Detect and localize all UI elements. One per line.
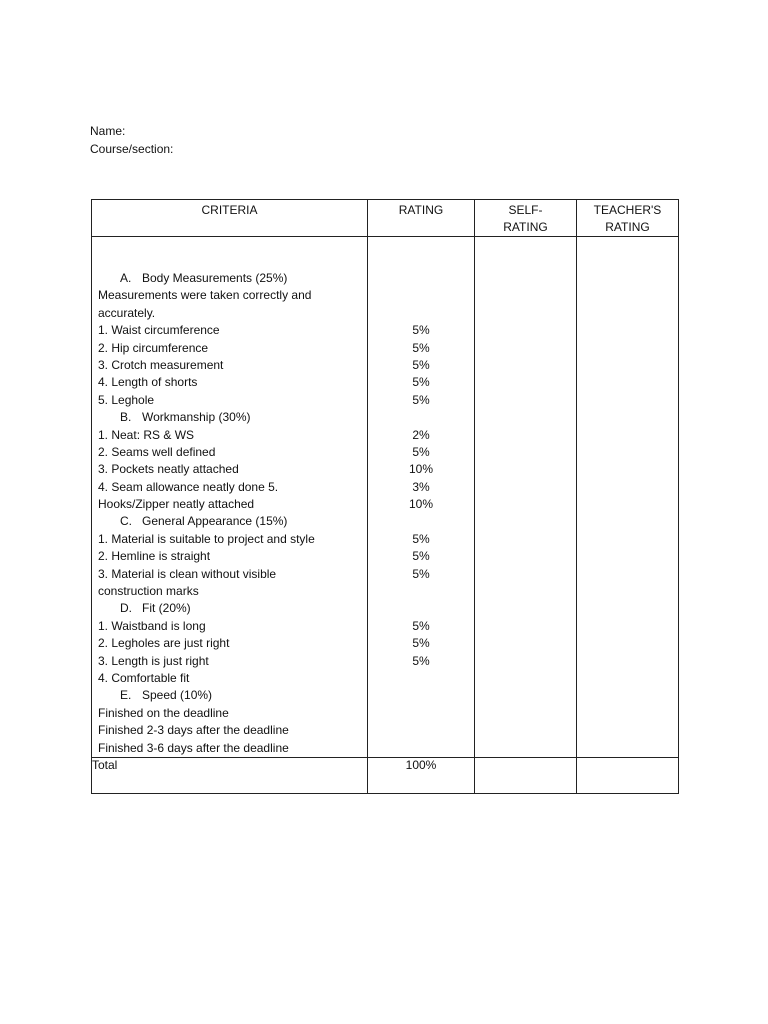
criteria-item: 3. Length is just right	[98, 653, 209, 668]
criteria-cell	[92, 237, 368, 758]
rating-value	[368, 687, 474, 704]
criteria-section-heading	[98, 687, 367, 704]
rating-value: 5%	[412, 375, 430, 390]
section-title: Body Measurements (25%)	[142, 271, 288, 285]
criteria-section-heading	[98, 270, 367, 287]
rating-value	[368, 287, 474, 304]
criteria-item: 3. Crotch measurement	[98, 357, 224, 372]
criteria-item: 2. Hip circumference	[98, 340, 209, 355]
section-title: Speed (10%)	[142, 688, 213, 703]
rating-column-header	[368, 200, 475, 237]
total-self-rating-cell[interactable]	[475, 758, 577, 794]
criteria-header-label: CRITERIA	[201, 203, 258, 217]
total-label-cell	[92, 758, 368, 794]
rubric-table	[91, 199, 679, 794]
total-teacher-rating-cell[interactable]	[577, 758, 679, 794]
criteria-item: construction marks	[98, 584, 199, 599]
self-rating-header-line2: RATING	[503, 220, 548, 234]
course-section-label: Course/section:	[90, 142, 174, 156]
criteria-item: accurately.	[98, 305, 156, 320]
rating-value	[368, 670, 474, 687]
total-label: Total	[92, 758, 118, 772]
rating-value	[368, 600, 474, 617]
criteria-list	[92, 237, 367, 757]
teacher-rating-header-line2: RATING	[605, 220, 650, 234]
criteria-item: 4. Seam allowance neatly done 5.	[98, 479, 279, 494]
section-letter: E.	[120, 688, 132, 703]
criteria-column-header	[92, 200, 368, 237]
rating-value: 5%	[412, 636, 430, 651]
self-rating-cell[interactable]	[475, 237, 577, 758]
criteria-item: 1. Neat: RS & WS	[98, 427, 195, 442]
rating-list	[368, 237, 474, 757]
rating-value: 5%	[412, 444, 430, 459]
teacher-rating-header-line1: TEACHER'S	[593, 203, 662, 217]
section-letter: B.	[120, 410, 132, 425]
rating-value	[368, 513, 474, 530]
total-rating-cell	[368, 758, 475, 794]
section-title: Fit (20%)	[142, 601, 191, 616]
criteria-item: Hooks/Zipper neatly attached	[98, 497, 255, 512]
rating-value: 5%	[412, 549, 430, 564]
rating-value	[368, 305, 474, 322]
criteria-item: 3. Material is clean without visible	[98, 566, 277, 581]
section-title: Workmanship (30%)	[142, 410, 251, 425]
rubric-header-row	[92, 200, 679, 237]
rating-value	[368, 270, 474, 287]
criteria-item: 4. Comfortable fit	[98, 670, 190, 685]
rating-value: 5%	[412, 653, 430, 668]
self-rating-column-header	[475, 200, 577, 237]
name-label: Name:	[90, 124, 126, 138]
rating-value	[368, 722, 474, 739]
total-rating-value: 100%	[405, 758, 437, 772]
criteria-section-heading	[98, 513, 367, 530]
criteria-item: Finished 3-6 days after the deadline	[98, 740, 289, 755]
rating-value	[368, 740, 474, 757]
criteria-item: 1. Waist circumference	[98, 323, 220, 338]
section-letter: A.	[120, 271, 132, 285]
criteria-item: 4. Length of shorts	[98, 375, 198, 390]
rating-value: 2%	[412, 427, 430, 442]
section-letter: D.	[120, 601, 132, 616]
rating-value: 5%	[412, 392, 430, 407]
rating-value: 5%	[412, 340, 430, 355]
rating-value	[368, 583, 474, 600]
rating-value	[368, 705, 474, 722]
criteria-item: 5. Leghole	[98, 392, 155, 407]
criteria-item: 2. Legholes are just right	[98, 636, 230, 651]
rubric-body-row	[92, 237, 679, 758]
rating-value	[368, 409, 474, 426]
criteria-item: 2. Hemline is straight	[98, 549, 211, 564]
criteria-item: 1. Waistband is long	[98, 618, 206, 633]
criteria-item: 1. Material is suitable to project and style	[98, 531, 315, 546]
teacher-rating-column-header	[577, 200, 679, 237]
section-title: General Appearance (15%)	[142, 514, 288, 529]
criteria-section-heading	[98, 600, 367, 617]
rating-value: 10%	[408, 497, 434, 512]
rating-value: 5%	[412, 531, 430, 546]
total-row	[92, 758, 679, 794]
rating-value: 5%	[412, 566, 430, 581]
criteria-section-heading	[98, 409, 367, 426]
rating-header-label: RATING	[398, 203, 444, 217]
criteria-item: 2. Seams well defined	[98, 444, 216, 459]
criteria-item: Measurements were taken correctly and	[98, 288, 312, 303]
criteria-item: Finished on the deadline	[98, 705, 229, 720]
rating-value: 10%	[408, 462, 434, 477]
student-info-header	[90, 122, 173, 158]
rating-value: 3%	[412, 479, 430, 494]
rating-value: 5%	[412, 618, 430, 633]
teacher-rating-cell[interactable]	[577, 237, 679, 758]
criteria-item: 3. Pockets neatly attached	[98, 462, 239, 477]
section-letter: C.	[120, 514, 132, 529]
rating-value: 5%	[412, 357, 430, 372]
rating-cell	[368, 237, 475, 758]
rating-value: 5%	[412, 323, 430, 338]
self-rating-header-line1: SELF-	[508, 203, 543, 217]
criteria-item: Finished 2-3 days after the deadline	[98, 723, 289, 738]
